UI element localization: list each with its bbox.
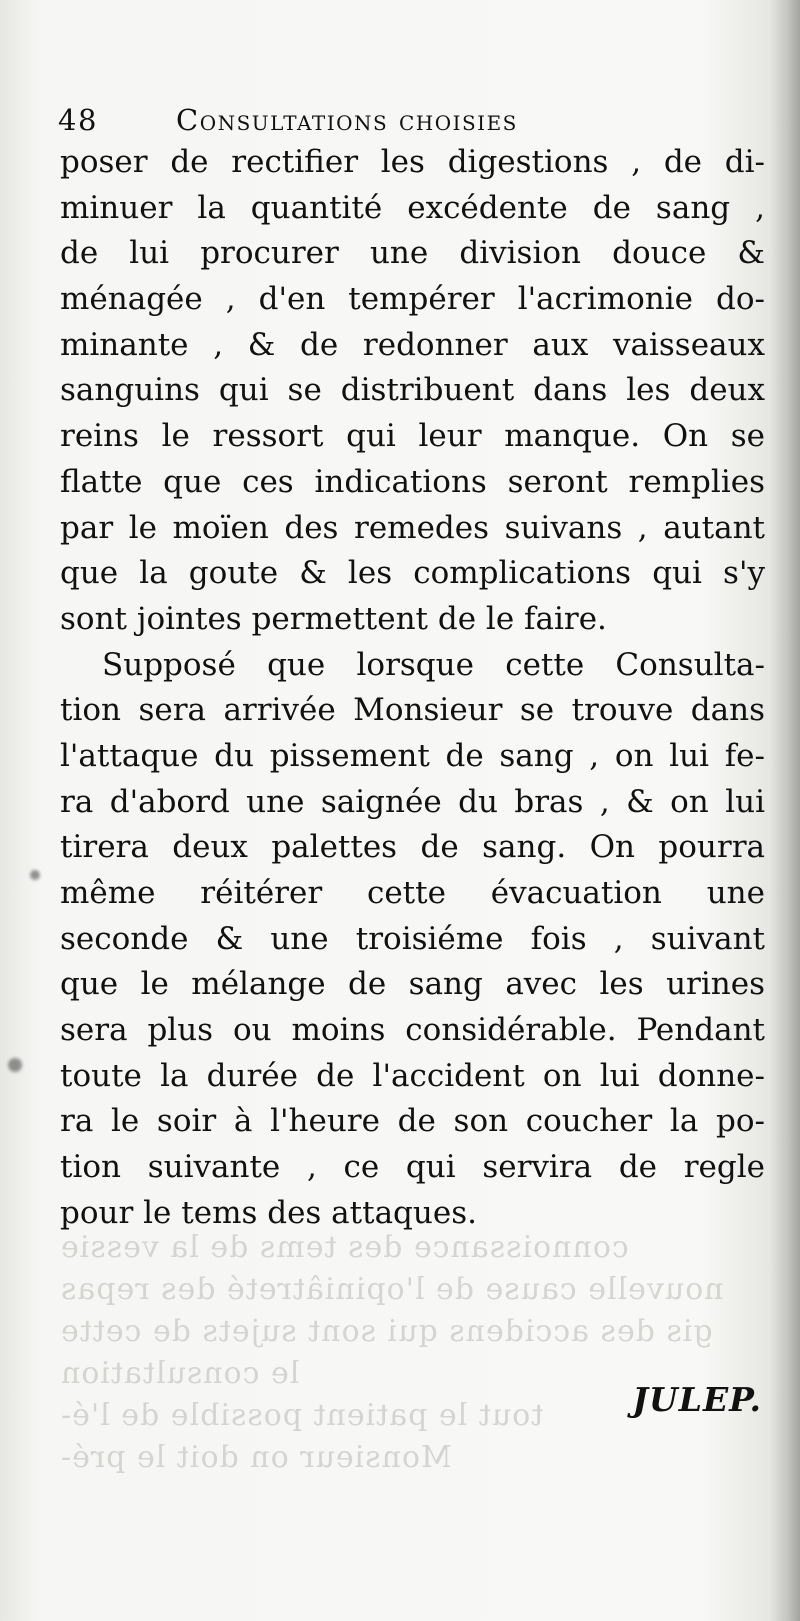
text-line: tirera deux palettes de sang. On pourra <box>60 829 765 866</box>
text-line: l'attaque du pissement de sang , on lui fe- <box>60 737 765 774</box>
text-line: pour le tems des attaques. <box>60 1194 477 1231</box>
show-through-text: gis des accidens qui sont sujets de cette <box>60 1314 713 1349</box>
show-through-text: connoissance des tems de la vessie <box>60 1230 629 1265</box>
text-line: tion sera arrivée Monsieur se trouve dans <box>60 692 765 729</box>
text-line: toute la durée de l'accident on lui donne- <box>60 1057 765 1094</box>
ink-speck <box>30 870 40 880</box>
text-line: reins le ressort qui leur manque. On se <box>60 418 765 455</box>
show-through-text: nouvelle cause de l'opiniâtreté des repas <box>60 1272 724 1307</box>
show-through-text: Monsieur on doit le pré- <box>60 1440 452 1475</box>
body-text <box>60 140 765 1237</box>
text-line: sanguins qui se distribuent dans les deux <box>60 372 765 409</box>
text-line: même réitérer cette évacuation une <box>60 875 765 911</box>
text-line: poser de rectifier les digestions , de di- <box>60 144 765 180</box>
text-line: tion suivante , ce qui servira de regle <box>60 1149 765 1186</box>
running-title: Consultations choisies <box>176 103 518 137</box>
text-line: sera plus ou moins considérable. Pendant <box>60 1012 765 1049</box>
text-line: par le moïen des remedes suivans , autant <box>60 509 765 546</box>
text-line: de lui procurer une division douce & <box>60 235 765 272</box>
show-through-text: le consultation <box>60 1356 300 1391</box>
text-line: minante , & de redonner aux vaisseaux <box>60 326 765 363</box>
text-line: ra le soir à l'heure de son coucher la po- <box>60 1103 765 1140</box>
text-line: sont jointes permettent de le faire. <box>60 600 607 637</box>
text-line: ra d'abord une saignée du bras , & on lui <box>60 783 765 820</box>
show-through-text: tout le patient possible de l'é- <box>60 1398 544 1433</box>
catchword: JULEP. <box>632 1380 762 1419</box>
paragraph-1 <box>60 140 765 643</box>
text-line: flatte que ces indications seront remplies <box>60 463 765 500</box>
text-line: que la goute & les complications qui s'y <box>60 555 765 592</box>
paragraph-2 <box>60 643 765 1237</box>
text-line: seconde & une troisiéme fois , suivant <box>60 920 765 957</box>
ink-speck <box>8 1058 22 1072</box>
page-number: 48 <box>58 103 98 137</box>
text-line: minuer la quantité excédente de sang , <box>60 189 765 226</box>
text-line: Supposé que lorsque cette Consulta- <box>102 646 765 683</box>
text-line: que le mélange de sang avec les urines <box>60 966 765 1003</box>
text-line: ménagée , d'en tempérer l'acrimonie do- <box>60 281 765 318</box>
page-header <box>58 103 758 143</box>
